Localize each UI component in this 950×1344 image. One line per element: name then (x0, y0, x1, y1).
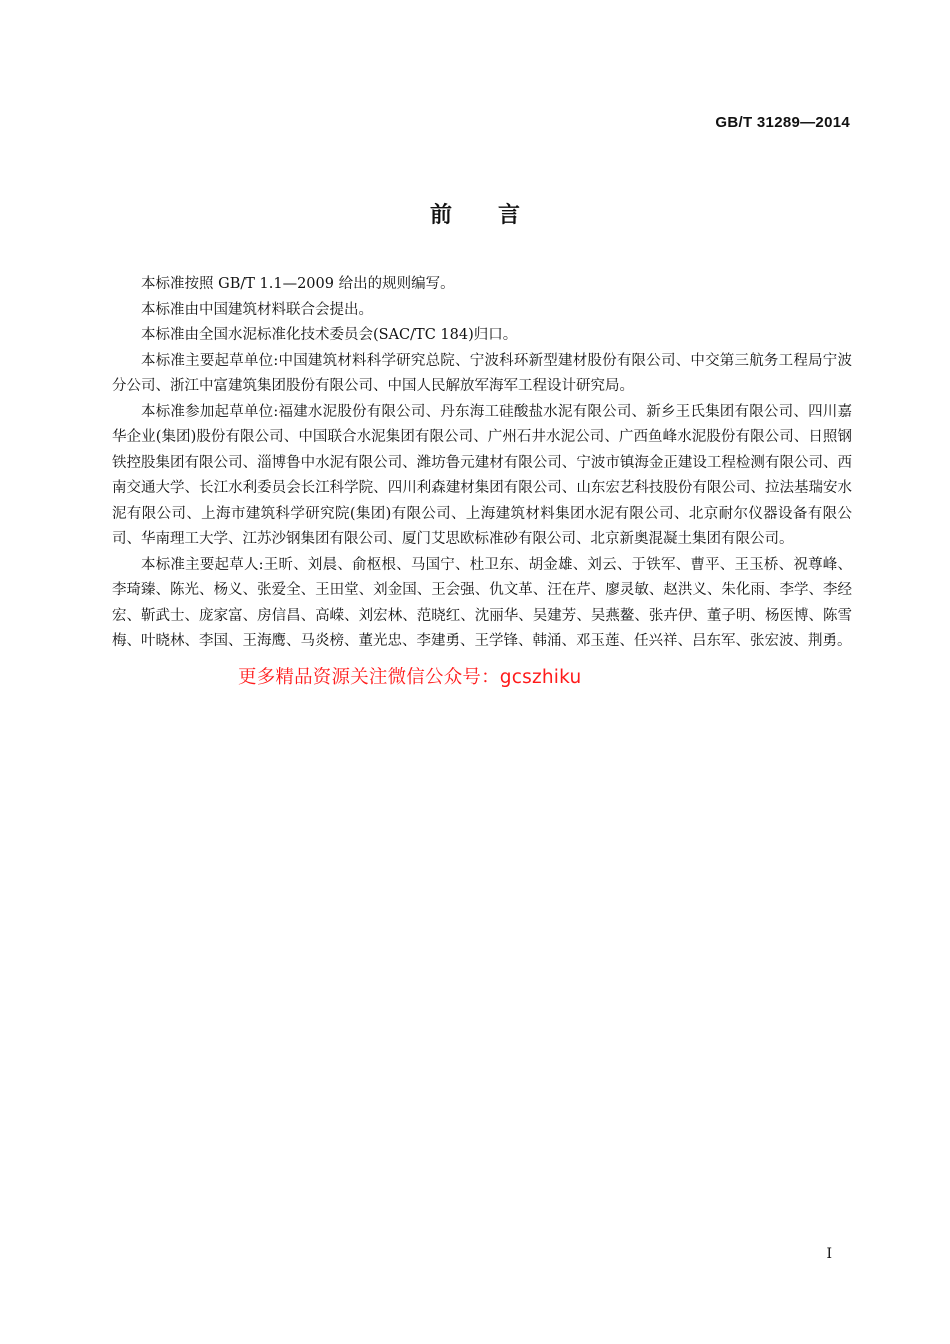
paragraph-technical-committee: 本标准由全国水泥标准化技术委员会(SAC/TC 184)归口。 (141, 327, 518, 343)
standard-number: GB/T 31289—2014 (715, 114, 850, 131)
paragraph-main-drafting-units: 本标准主要起草单位:中国建筑材料科学研究总院、宁波科环新型建材股份有限公司、中交第三航务工程局宁波分公司、浙江中富建筑集团股份有限公司、中国人民解放军海军工程设计研究局。 (112, 352, 852, 394)
paragraph-drafting-rules: 本标准按照 GB/T 1.1—2009 给出的规则编写。 (141, 276, 455, 292)
page-title: 前言 (429, 203, 566, 228)
watermark-text: 更多精品资源关注微信公众号：gcszhiku (238, 667, 582, 688)
foreword-body (112, 272, 852, 655)
paragraph-participating-units: 本标准参加起草单位:福建水泥股份有限公司、丹东海工硅酸盐水泥有限公司、新乡王氏集团有限公司、四川嘉华企业(集团)股份有限公司、中国联合水泥集团有限公司、广州石井水泥公司、广西鱼峰水泥股份有限公司、日照钢铁控股集团有限公司、淄博鲁中水泥有限公司、潍坊鲁元建材有限公司、宁波市镇海金正建设工程检测有限公司、西南交通大学、长江水利委员会长江科学院、四川利森建材集团有限公司、山东宏艺科技股份有限公司、拉法基瑞安水泥有限公司、上海市建筑科学研究院(集团)有限公司、上海建筑材料集团水泥有限公司、北京耐尔仪器设备有限公司、华南理工大学、江苏沙钢集团有限公司、厦门艾思欧标准砂有限公司、北京新奥混凝土集团有限公司。 (112, 403, 852, 547)
paragraph-main-drafters: 本标准主要起草人:王昕、刘晨、俞枢根、马国宁、杜卫东、胡金雄、刘云、于铁军、曹平、王玉桥、祝尊峰、李琦臻、陈光、杨义、张爱全、王田堂、刘金国、王会强、仇文革、汪在芹、廖灵敏、赵洪义、朱化雨、李学、李经宏、靳武士、庞家富、房信昌、高嵘、刘宏林、范晓红、沈丽华、吴建芳、吴燕鳌、张卉伊、董子明、杨医博、陈雪梅、叶晓林、李国、王海鹰、马炎榜、董光忠、李建勇、王学锋、韩涌、邓玉莲、任兴祥、吕东军、张宏波、荆勇。 (112, 556, 852, 649)
page-number: I (826, 1246, 832, 1262)
paragraph-proposer: 本标准由中国建筑材料联合会提出。 (141, 301, 373, 318)
